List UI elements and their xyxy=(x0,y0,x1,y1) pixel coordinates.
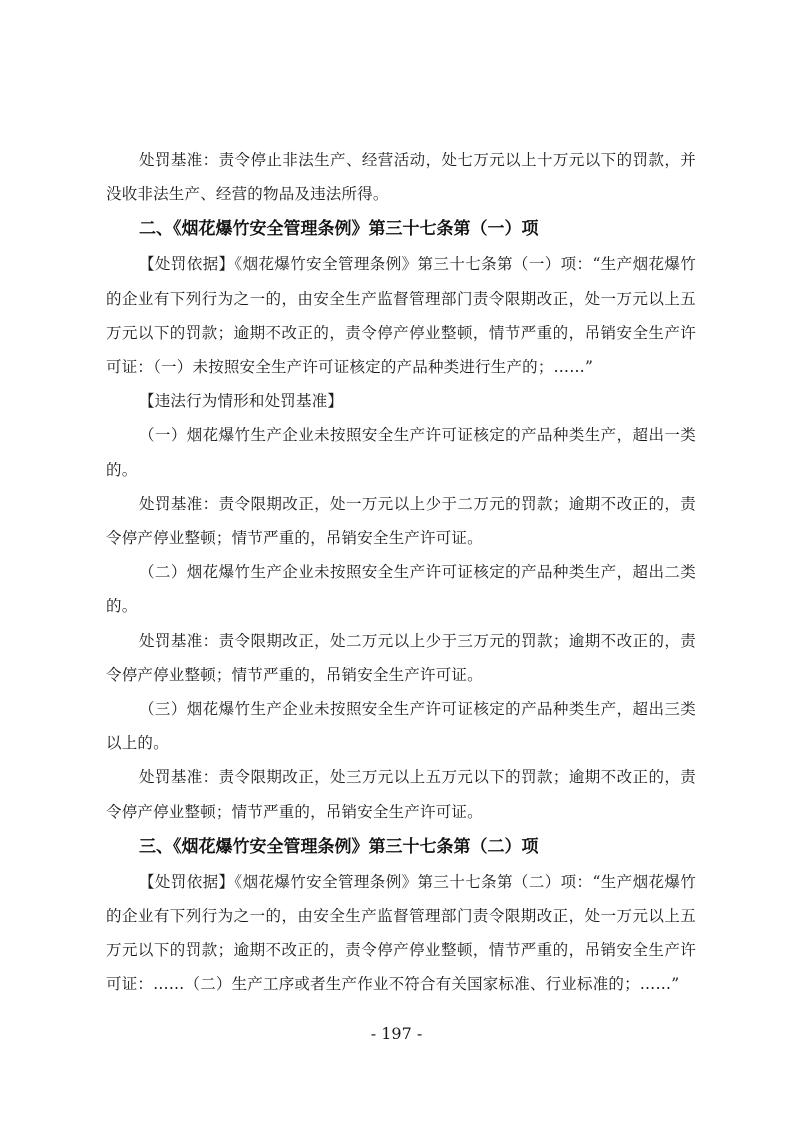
page-number: - 197 - xyxy=(370,1024,423,1043)
circumstance-3-paragraph: （三）烟花爆竹生产企业未按照安全生产许可证核定的产品种类生产，超出三类以上的。 xyxy=(106,700,696,753)
penalty-basis-paragraph: 【处罚依据】《烟花爆竹安全管理条例》第三十七条第（一）项：“生产烟花爆竹的企业有下列行为之一的，由安全生产监督管理部门责令限期改正，处一万元以上五万元以下的罚款；逾期不改正的，责令停产停业整顿，情节严重的，吊销安全生产许可证：（一）未按照安全生产许可证核定的产品种类进行生产的；……” xyxy=(106,255,696,377)
document-body xyxy=(106,143,696,1002)
circumstance-1-paragraph: （一）烟花爆竹生产企业未按照安全生产许可证核定的产品种类生产，超出一类的。 xyxy=(106,426,696,479)
penalty-standard-3-paragraph: 处罚基准：责令限期改正，处三万元以上五万元以下的罚款；逾期不改正的，责令停产停业整顿；情节严重的，吊销安全生产许可证。 xyxy=(106,768,696,821)
section-heading-2: 二、《烟花爆竹安全管理条例》第三十七条第（一）项 xyxy=(139,219,539,240)
circumstance-2-paragraph: （二）烟花爆竹生产企业未按照安全生产许可证核定的产品种类生产，超出二类的。 xyxy=(106,563,696,616)
penalty-standard-2-paragraph: 处罚基准：责令限期改正，处二万元以上少于三万元的罚款；逾期不改正的，责令停产停业整顿；情节严重的，吊销安全生产许可证。 xyxy=(106,631,696,684)
penalty-standard-paragraph: 处罚基准：责令停止非法生产、经营活动，处七万元以上十万元以下的罚款，并没收非法生产、经营的物品及违法所得。 xyxy=(106,151,696,204)
penalty-basis-paragraph-2: 【处罚依据】《烟花爆竹安全管理条例》第三十七条第（二）项：“生产烟花爆竹的企业有下列行为之一的，由安全生产监督管理部门责令限期改正，处一万元以上五万元以下的罚款；逾期不改正的，责令停产停业整顿，情节严重的，吊销安全生产许可证：……（二）生产工序或者生产作业不符合有关国家标准、行业标准的；……” xyxy=(106,872,696,994)
section-heading-3: 三、《烟花爆竹安全管理条例》第三十七条第（二）项 xyxy=(139,836,539,857)
violation-circumstances-label: 【违法行为情形和处罚基准】 xyxy=(139,392,344,411)
penalty-standard-1-paragraph: 处罚基准：责令限期改正，处一万元以上少于二万元的罚款；逾期不改正的，责令停产停业整顿；情节严重的，吊销安全生产许可证。 xyxy=(106,494,696,548)
